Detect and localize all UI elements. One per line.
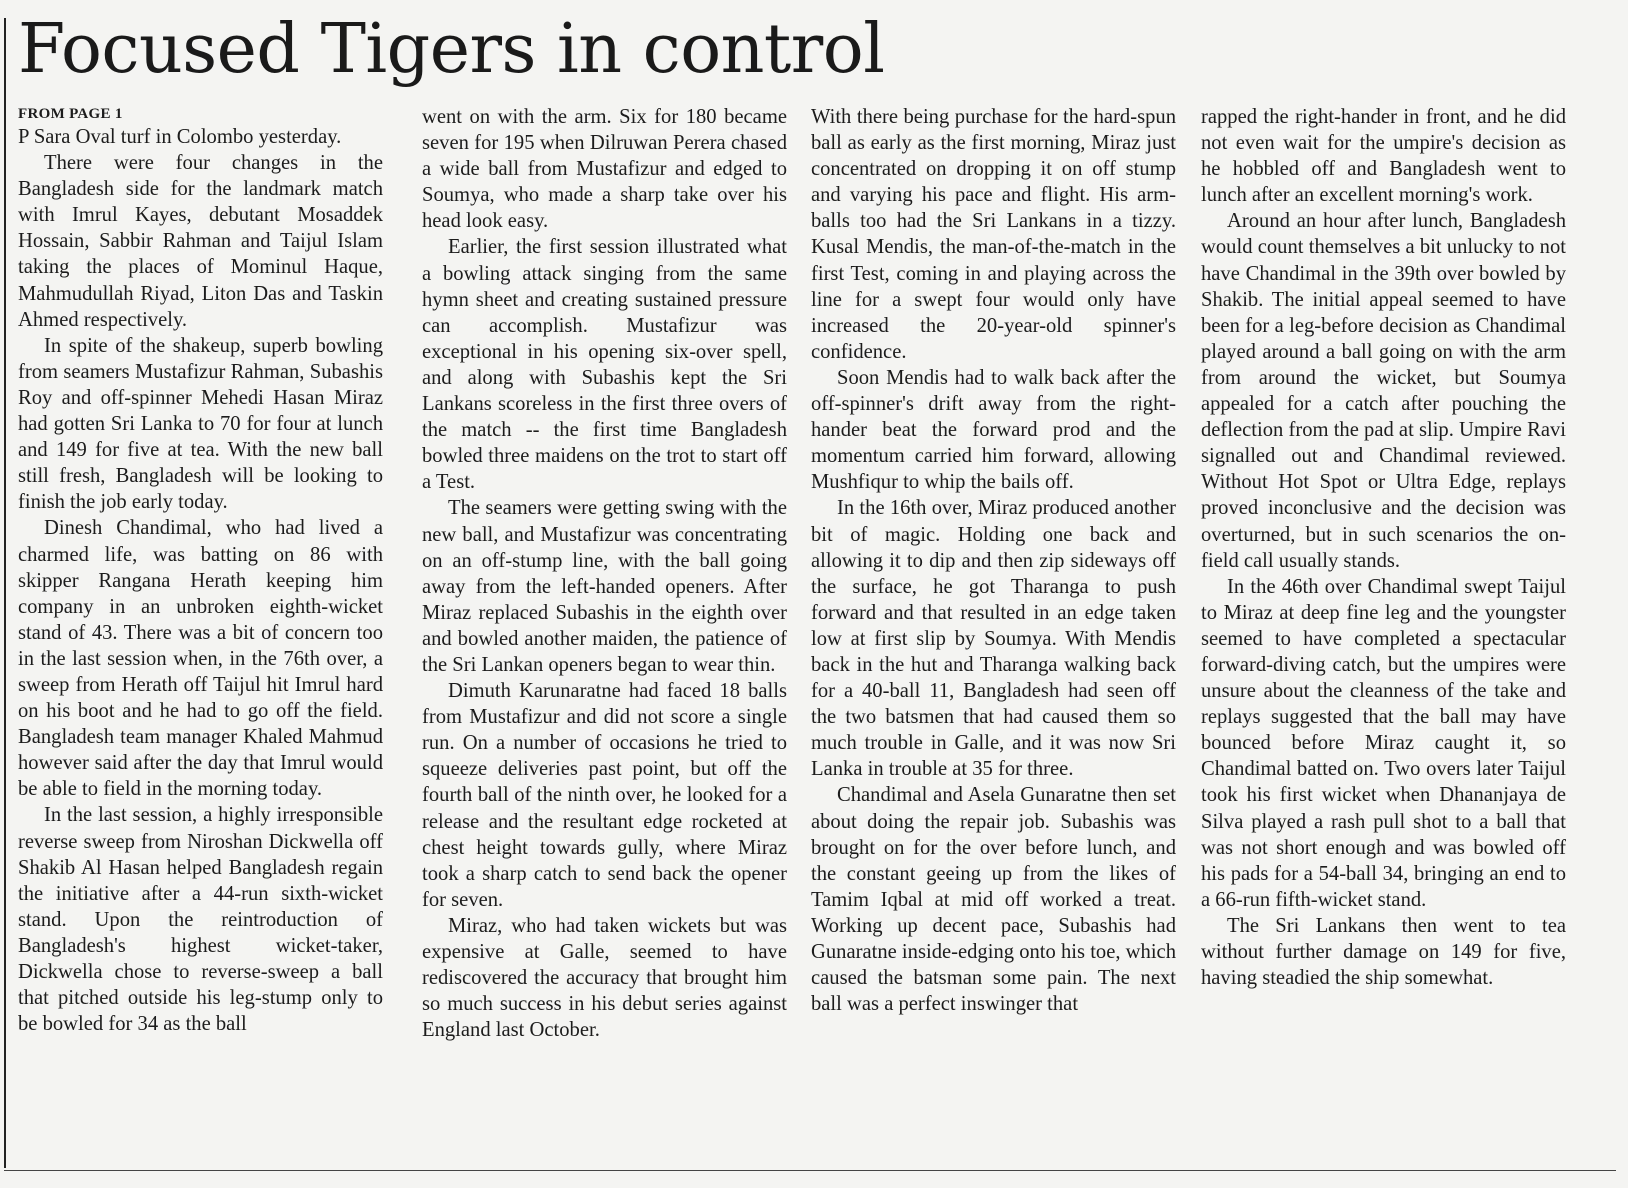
article-column-2: [422, 104, 787, 1164]
paragraph: Earlier, the first session illustrated what a bowling attack singing from the same hymn sheet and creating sustained pressure can accomplish. Mustafizur was exceptional in his opening six-over spell, and along with Subashis kept the Sri Lankans scoreless in the first three overs of the match -- the first time Bangladesh bowled three maidens on the trot to start off a Test.: [422, 236, 787, 494]
paragraph: In the 16th over, Miraz produced another bit of magic. Holding one back and allowing it to dip and then zip sideways off the surface, he got Tharanga to push forward and that resulted in an edge taken low at first slip by Soumya. With Mendis back in the hut and Tharanga walking back for a 40-ball 11, Bangladesh had seen off the two batsmen that had caused them so much trouble in Galle, and it was now Sri Lanka in trouble at 35 for three.: [811, 497, 1176, 781]
paragraph: There were four changes in the Bangladesh side for the landmark match with Imrul Kayes, debutant Mosaddek Hossain, Sabbir Rahman and Taijul Islam taking the places of Mominul Haque, Mahmudullah Riyad, Liton Das and Taskin Ahmed respectively.: [18, 152, 383, 331]
paragraph: Miraz, who had taken wickets but was expensive at Galle, seemed to have rediscovered the accuracy that brought him so much success in his debut series against England last October.: [422, 914, 787, 1042]
left-column-rule: [4, 18, 6, 1168]
paragraph: Soon Mendis had to walk back after the off-spinner's drift away from the right-hander beat the forward prod and the momentum carried him forward, allowing Mushfiqur to whip the bails off.: [811, 366, 1176, 494]
paragraph: Dinesh Chandimal, who had lived a charmed life, was batting on 86 with skipper Rangana Herath keeping him company in an unbroken eighth-wicket stand of 43. There was a bit of concern too in the last session when, in the 76th over, a sweep from Herath off Taijul hit Imrul hard on his boot and he had to go off the field. Bangladesh team manager Khaled Mahmud however said after the day that Imrul would be able to field in the morning today.: [18, 517, 383, 801]
paragraph: Dimuth Karunaratne had faced 18 balls from Mustafizur and did not score a single run. On a number of occasions he tried to squeeze deliveries past point, but off the fourth ball of the ninth over, he looked for a release and the resultant edge rocketed at chest height towards gully, where Miraz took a sharp catch to send back the opener for seven.: [422, 680, 787, 911]
paragraph: In the last session, a highly irresponsible reverse sweep from Niroshan Dickwella off Shakib Al Hasan helped Bangladesh regain the initiative after a 44-run sixth-wicket stand. Upon the reintroduction of Bangladesh's highest wicket-taker, Dickwella chose to reverse-sweep a ball that pitched outside his leg-stump only to be bowled for 34 as the ball: [18, 804, 383, 1036]
paragraph: The seamers were getting swing with the new ball, and Mustafizur was concentrating on an off-stump line, with the ball going away from the left-handed openers. After Miraz replaced Subashis in the eighth over and bowled another maiden, the patience of the Sri Lankan openers began to wear thin.: [422, 497, 787, 676]
paragraph: The Sri Lankans then went to tea without further damage on 149 for five, having steadied the ship somewhat.: [1201, 914, 1566, 990]
paragraph: went on with the arm. Six for 180 became seven for 195 when Dilruwan Perera chased a wide ball from Mustafizur and edged to Soumya, who made a sharp take over his head look easy.: [422, 106, 787, 233]
paragraph: rapped the right-hander in front, and he did not even wait for the umpire's decision as he hobbled off and Bangladesh went to lunch after an excellent morning's work.: [1201, 106, 1566, 207]
paragraph: With there being purchase for the hard-spun ball as early as the first morning, Miraz just concentrated on dropping it on off stump and varying his pace and flight. His arm-balls too had the Sri Lankans in a tizzy. Kusal Mendis, the man-of-the-match in the first Test, coming in and playing across the line for a swept four would only have increased the 20-year-old spinner's confidence.: [811, 106, 1176, 363]
paragraph: Chandimal and Asela Gunaratne then set about doing the repair job. Subashis was brought on for the over before lunch, and the constant geeing up from the likes of Tamim Iqbal at mid off worked a treat. Working up decent pace, Subashis had Gunaratne inside-edging onto his toe, which caused the batsman some pain. The next ball was a perfect inswinger that: [811, 784, 1176, 1016]
paragraph: P Sara Oval turf in Colombo yesterday.: [18, 126, 342, 148]
article-column-4: [1201, 104, 1566, 1164]
continuation-kicker: FROM PAGE 1: [18, 106, 123, 122]
article-column-1: [18, 104, 383, 1164]
paragraph: Around an hour after lunch, Bangladesh would count themselves a bit unlucky to not have Chandimal in the 39th over bowled by Shakib. The initial appeal seemed to have been for a leg-before decision as Chandimal played around a ball going on with the arm from around the wicket, but Soumya appealed for a catch after pouching the deflection from the pad at slip. Umpire Ravi signalled out and Chandimal reviewed. Without Hot Spot or Ultra Edge, replays proved inconclusive and the decision was overturned, but in such scenarios the on-field call usually stands.: [1201, 210, 1566, 572]
article-column-3: [811, 104, 1176, 1164]
paragraph: In the 46th over Chandimal swept Taijul to Miraz at deep fine leg and the youngster seemed to have completed a spectacular forward-diving catch, but the umpires were unsure about the cleanness of the take and replays suggested that the ball may have bounced before Miraz caught it, so Chandimal batted on. Two overs later Taijul took his first wicket when Dhananjaya de Silva played a rash pull shot to a ball that was not short enough and was bowled off his pads for a 54-ball 34, bringing an end to a 66-run fifth-wicket stand.: [1201, 575, 1566, 911]
paragraph: In spite of the shakeup, superb bowling from seamers Mustafizur Rahman, Subashis Roy and off-spinner Mehedi Hasan Miraz had gotten Sri Lanka to 70 for four at lunch and 149 for five at tea. With the new ball still fresh, Bangladesh will be looking to finish the job early today.: [18, 334, 383, 514]
bottom-rule: [4, 1170, 1616, 1171]
article-body: [18, 104, 1612, 1164]
headline: Focused Tigers in control: [18, 10, 885, 89]
